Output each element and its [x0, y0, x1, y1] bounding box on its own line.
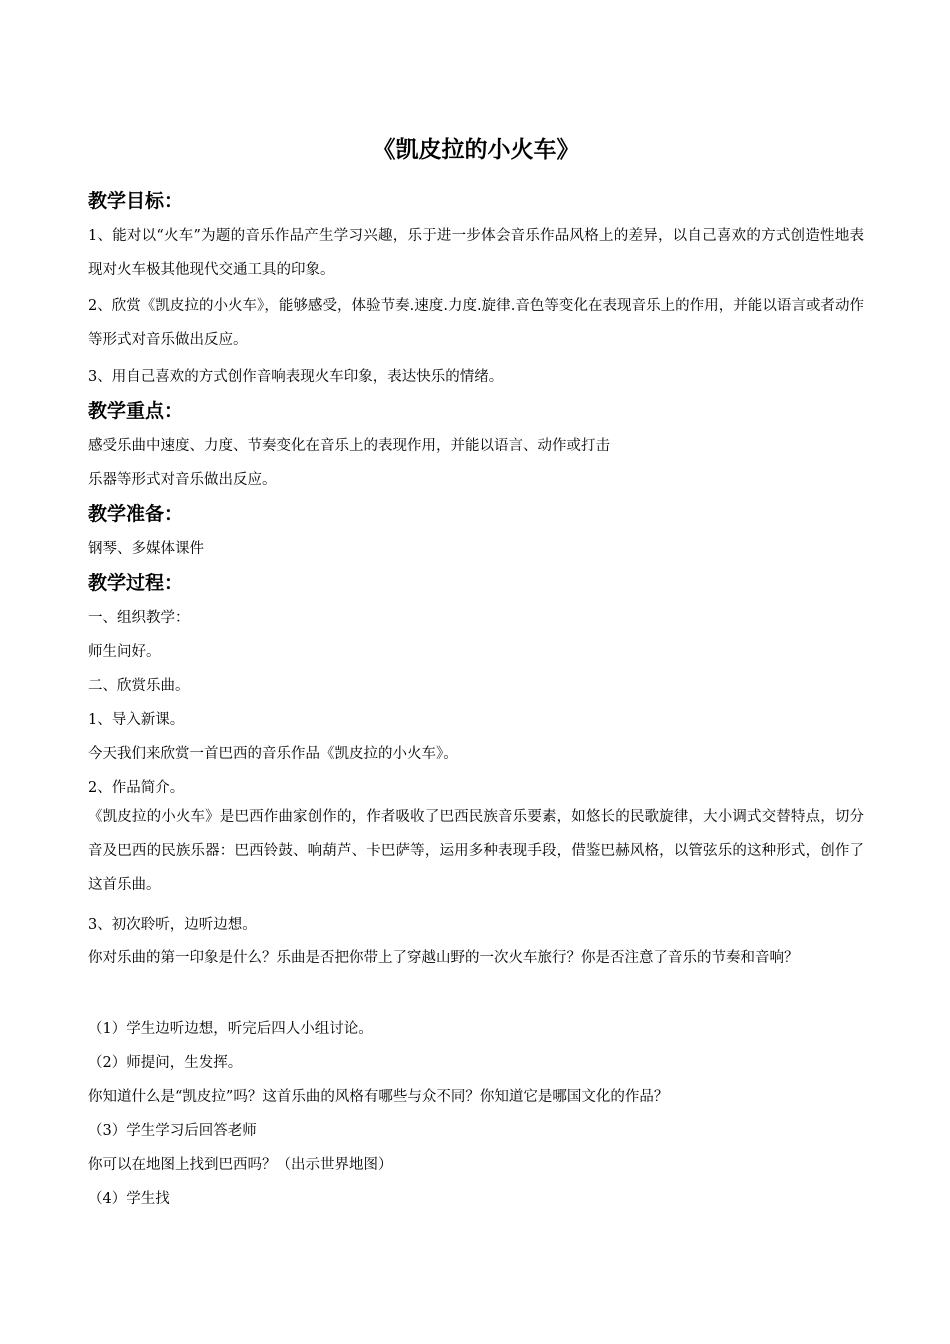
key-points-heading: 教学重点： [88, 400, 184, 422]
goal-item-1: 1、能对以“火车”为题的音乐作品产生学习兴趣，乐于进一步体会音乐作品风格上的差异，以自己喜欢的方式创造性地表现对火车极其他现代交通工具的印象。 [88, 228, 864, 278]
sub1-title: 1、导入新课。 [88, 712, 185, 728]
step2-title: 二、欣赏乐曲。 [88, 678, 190, 694]
key-points-line-2: 乐器等形式对音乐做出反应。 [88, 472, 277, 488]
sub2-text: 《凯皮拉的小火车》是巴西作曲家创作的，作者吸收了巴西民族音乐要素，如悠长的民歌旋律，大小调式交替特点，切分音及巴西的民族乐器：巴西铃鼓、响葫芦、卡巴萨等，运用多种表现手段，借鉴巴赫风格，以管弦乐的这种形式，创作了这首乐曲。 [88, 809, 864, 893]
sub1-text: 今天我们来欣赏一首巴西的音乐作品《凯皮拉的小火车》。 [88, 746, 458, 762]
question-text: 你知道什么是“凯皮拉”吗？这首乐曲的风格有哪些与众不同？你知道它是哪国文化的作品？ [88, 1089, 669, 1105]
key-points-line-1: 感受乐曲中速度、力度、节奏变化在音乐上的表现作用，并能以语言、动作或打击 [88, 438, 610, 454]
process-item-3: （3）学生学习后回答老师 [88, 1123, 257, 1139]
preparation-text: 钢琴、多媒体课件 [88, 541, 204, 557]
map-question-text: 你可以在地图上找到巴西吗？（出示世界地图） [88, 1157, 393, 1173]
document-title: 《凯皮拉的小火车》 [372, 137, 580, 163]
process-item-2: （2）师提问，生发挥。 [88, 1055, 243, 1071]
process-heading: 教学过程： [88, 572, 184, 594]
sub3-title: 3、初次聆听，边听边想。 [88, 917, 257, 933]
preparation-heading: 教学准备： [88, 503, 184, 525]
sub3-text: 你对乐曲的第一印象是什么？乐曲是否把你带上了穿越山野的一次火车旅行？你是否注意了音乐的节奏和音响？ [88, 950, 799, 966]
step1-title: 一、组织教学： [88, 610, 190, 626]
goal-item-3: 3、用自己喜欢的方式创作音响表现火车印象，表达快乐的情绪。 [88, 369, 504, 385]
step1-text: 师生问好。 [88, 644, 161, 660]
process-item-1: （1）学生边听边想，听完后四人小组讨论。 [88, 1021, 373, 1037]
process-item-4: （4）学生找 [88, 1191, 170, 1207]
sub2-title: 2、作品简介。 [88, 780, 185, 796]
goal-item-2: 2、欣赏《凯皮拉的小火车》，能够感受，体验节奏.速度.力度.旋律.音色等变化在表现音乐上的作用，并能以语言或者动作等形式对音乐做出反应。 [88, 298, 864, 348]
goals-heading: 教学目标： [88, 190, 184, 212]
